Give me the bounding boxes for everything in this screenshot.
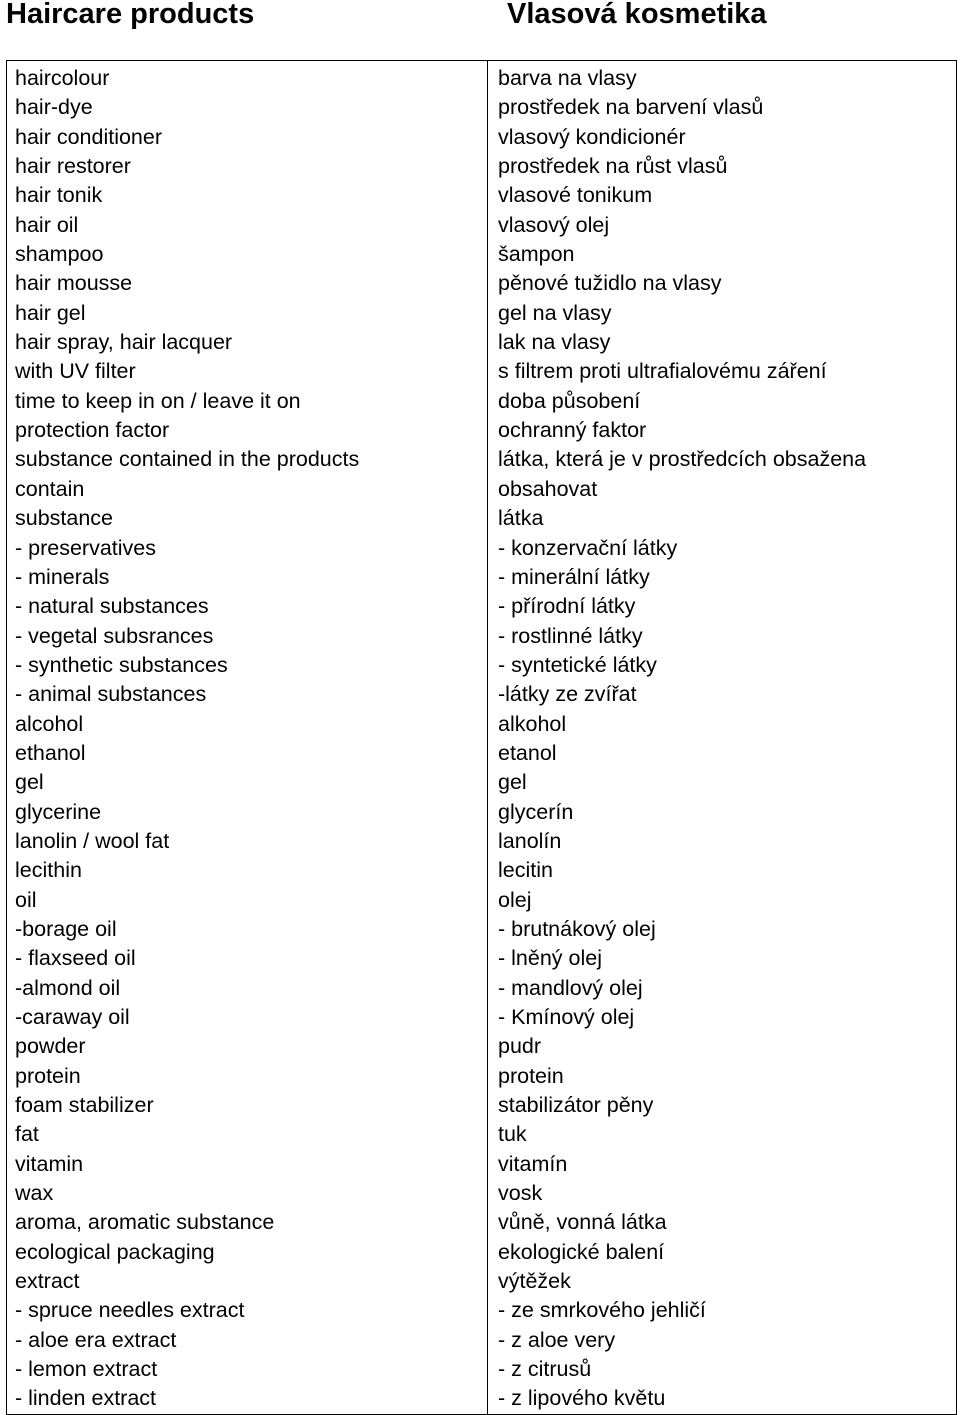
czech-term: - brutnákový olej — [498, 916, 656, 941]
english-term: -borage oil — [15, 916, 117, 941]
english-term: substance — [15, 506, 114, 531]
english-term: hair spray, hair lacquer — [15, 330, 233, 355]
english-term: hair oil — [15, 212, 79, 237]
english-term: haircolour — [15, 66, 110, 90]
czech-term: alkohol — [498, 711, 567, 736]
czech-term: - Kmínový olej — [498, 1005, 635, 1029]
czech-term: vlasové tonikum — [498, 183, 653, 208]
vocabulary-table — [6, 60, 957, 1415]
czech-term: - mandlový olej — [498, 975, 643, 1000]
czech-term: etanol — [498, 740, 557, 765]
english-term: - vegetal subsrances — [15, 623, 214, 648]
czech-term: protein — [498, 1063, 564, 1088]
czech-term: - z aloe very — [498, 1327, 616, 1352]
english-term: ethanol — [15, 740, 86, 765]
english-term: with UV filter — [15, 359, 136, 384]
czech-term: vitamín — [498, 1151, 568, 1176]
czech-term: lanolín — [498, 828, 562, 853]
czech-term: ekologické balení — [498, 1239, 665, 1264]
english-term: hair tonik — [15, 183, 103, 208]
english-term: lanolin / wool fat — [15, 828, 170, 853]
czech-term: doba působení — [498, 388, 641, 413]
english-term: shampoo — [15, 242, 104, 267]
english-term: vitamin — [15, 1151, 84, 1176]
english-term: hair mousse — [15, 271, 133, 296]
english-term: -almond oil — [15, 975, 121, 1000]
english-term: extract — [15, 1269, 80, 1294]
czech-term: ochranný faktor — [498, 418, 647, 443]
czech-term: s filtrem proti ultrafialovému záření — [498, 359, 827, 384]
czech-term: - z citrusů — [498, 1357, 592, 1382]
czech-term: prostředek na růst vlasů — [498, 154, 728, 179]
english-term: contain — [15, 476, 85, 501]
czech-term: - z lipového květu — [498, 1386, 666, 1411]
czech-term: pudr — [498, 1034, 542, 1059]
english-term: hair restorer — [15, 154, 131, 179]
english-term: - preservatives — [15, 535, 156, 560]
english-term: - aloe era extract — [15, 1327, 177, 1352]
czech-term: stabilizátor pěny — [498, 1093, 654, 1118]
czech-term: - lněný olej — [498, 946, 602, 971]
czech-term: -látky ze zvířat — [498, 682, 637, 707]
english-term: hair gel — [15, 300, 86, 325]
czech-term: látka — [498, 506, 544, 531]
english-term: protein — [15, 1063, 81, 1088]
english-term: glycerine — [15, 799, 102, 824]
czech-term: lak na vlasy — [498, 330, 611, 355]
english-term: -caraway oil — [15, 1005, 130, 1029]
czech-term: olej — [498, 887, 532, 912]
english-term: time to keep in on / leave it on — [15, 388, 301, 413]
czech-term: gel na vlasy — [498, 300, 612, 325]
czech-term: prostředek na barvení vlasů — [498, 95, 764, 120]
title-english: Haircare products — [6, 0, 255, 30]
czech-term: gel — [498, 770, 527, 795]
title-czech: Vlasová kosmetika — [507, 0, 767, 30]
english-term: oil — [15, 887, 37, 912]
czech-term: glycerín — [498, 799, 574, 824]
english-term: aroma, aromatic substance — [15, 1210, 275, 1235]
czech-term: - minerální látky — [498, 564, 650, 589]
czech-term: obsahovat — [498, 476, 598, 501]
czech-term: vůně, vonná látka — [498, 1210, 667, 1235]
english-term: ecological packaging — [15, 1239, 215, 1264]
czech-term: pěnové tužidlo na vlasy — [498, 271, 722, 296]
english-term: gel — [15, 770, 44, 795]
english-term: lecithin — [15, 858, 82, 883]
czech-term-list — [498, 64, 956, 1414]
czech-term: - syntetické látky — [498, 652, 657, 677]
english-term: - flaxseed oil — [15, 946, 136, 971]
czech-term: vlasový kondicionér — [498, 124, 686, 149]
vocabulary-row — [7, 61, 957, 1415]
english-term: hair-dye — [15, 95, 93, 120]
english-term: wax — [15, 1181, 54, 1206]
english-term: - natural substances — [15, 594, 209, 619]
czech-term: - ze smrkového jehličí — [498, 1298, 706, 1323]
czech-column — [488, 61, 957, 1415]
czech-term: - rostlinné látky — [498, 623, 643, 648]
english-term: substance contained in the products — [15, 447, 360, 472]
english-term: powder — [15, 1034, 86, 1059]
page-header — [0, 0, 960, 36]
czech-term: - přírodní látky — [498, 594, 636, 619]
english-term: - linden extract — [15, 1386, 157, 1411]
czech-term: látka, která je v prostředcích obsažena — [498, 447, 867, 472]
czech-term: výtěžek — [498, 1269, 571, 1294]
english-term: foam stabilizer — [15, 1093, 154, 1118]
czech-term: tuk — [498, 1122, 527, 1147]
english-term: - spruce needles extract — [15, 1298, 245, 1323]
english-term-list — [15, 64, 487, 1414]
english-term: hair conditioner — [15, 124, 163, 149]
english-term: fat — [15, 1122, 39, 1147]
english-term: alcohol — [15, 711, 84, 736]
czech-term: šampon — [498, 242, 575, 267]
english-term: - synthetic substances — [15, 652, 228, 677]
english-term: - minerals — [15, 564, 110, 589]
english-column — [7, 61, 488, 1415]
english-term: - animal substances — [15, 682, 207, 707]
english-term: protection factor — [15, 418, 170, 443]
english-term: - lemon extract — [15, 1357, 158, 1382]
czech-term: vosk — [498, 1181, 543, 1206]
czech-term: vlasový olej — [498, 212, 610, 237]
czech-term: barva na vlasy — [498, 66, 637, 90]
czech-term: - konzervační látky — [498, 535, 678, 560]
czech-term: lecitin — [498, 858, 553, 883]
